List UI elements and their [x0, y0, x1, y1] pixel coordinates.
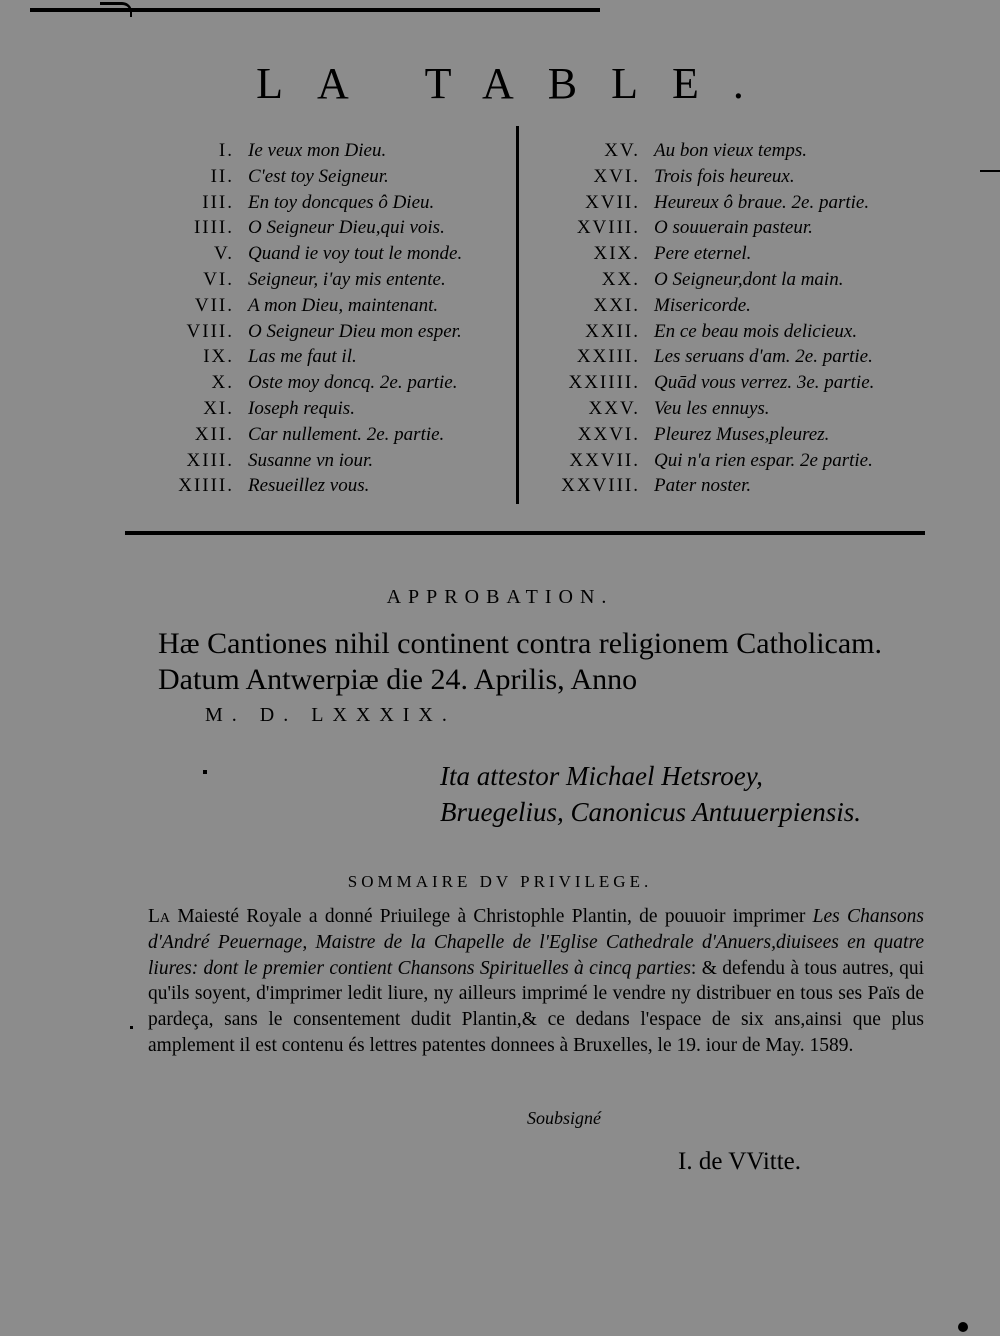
- toc-right-column: [530, 140, 950, 501]
- toc-entry-number: XXVI.: [577, 423, 640, 445]
- toc-entry: [530, 372, 950, 398]
- toc-entry-number: IX.: [203, 346, 234, 368]
- toc-entry-title: Trois fois heureux.: [654, 165, 795, 187]
- toc-entry-title: En ce beau mois delicieux.: [654, 320, 858, 342]
- toc-entry-number: X.: [211, 372, 234, 394]
- toc-entry-title: Pere eternel.: [654, 243, 752, 265]
- section-divider-rule: [125, 531, 925, 535]
- approbation-year: M. D. LXXXIX.: [205, 704, 456, 726]
- toc-entry-title: Quād vous verrez. 3e. partie.: [654, 372, 875, 394]
- toc-entry-title: Resueillez vous.: [248, 475, 370, 497]
- toc-entry-number: V.: [213, 243, 234, 265]
- toc-entry-number: XVIII.: [576, 217, 640, 239]
- toc-entry-title: Heureux ô braue. 2e. partie.: [654, 191, 870, 213]
- toc-entry-number: VI.: [203, 268, 234, 290]
- toc-entry: [530, 295, 950, 321]
- table-of-contents: [0, 140, 1000, 520]
- toc-entry: [530, 450, 950, 476]
- toc-entry: [530, 166, 950, 192]
- privilege-heading: SOMMAIRE DV PRIVILEGE.: [347, 872, 653, 891]
- toc-entry-title: Seigneur, i'ay mis entente.: [248, 268, 446, 290]
- toc-entry-number: XXII.: [585, 320, 640, 342]
- toc-entry: [130, 398, 510, 424]
- toc-entry-title: Pleurez Muses,pleurez.: [654, 423, 830, 445]
- privilege-book-title: Les Chansons d'André Peuernage, Maistre de la Chapelle de l'Eglise Cathedrale d'Anuers,diuisees en quatre liures: dont le premier contient Chansons Spirituelles à cincq parties: [148, 906, 924, 979]
- toc-entry-title: Las me faut il.: [248, 346, 357, 368]
- stray-mark: [203, 770, 207, 774]
- toc-entry-title: Ioseph requis.: [248, 397, 355, 419]
- toc-entry-title: O souuerain pasteur.: [654, 217, 813, 239]
- privilege-first-word: La: [148, 906, 171, 927]
- toc-entry-number: II.: [210, 165, 234, 187]
- toc-entry-title: Car nullement. 2e. partie.: [248, 423, 445, 445]
- toc-entry-number: XX.: [601, 268, 640, 290]
- toc-left-column: [130, 140, 510, 501]
- approbation-text: Hæ Cantiones nihil continent contra religionem Catholicam. Datum Antwerpiæ die 24. Aprilis, Anno: [158, 627, 883, 696]
- toc-entry-number: XVII.: [585, 191, 640, 213]
- toc-entry: [130, 295, 510, 321]
- toc-entry-number: XXIIII.: [568, 372, 640, 394]
- toc-entry: [530, 475, 950, 501]
- toc-entry-number: XXVIII.: [561, 475, 640, 497]
- toc-entry: [130, 424, 510, 450]
- toc-entry-number: VII.: [194, 294, 234, 316]
- page-title: LA TABLE.: [256, 59, 778, 108]
- toc-entry-number: XV.: [604, 140, 640, 161]
- toc-entry: [130, 217, 510, 243]
- toc-entry-number: XXVII.: [569, 449, 640, 471]
- toc-entry: [130, 140, 510, 166]
- toc-entry-number: XII.: [194, 423, 234, 445]
- toc-entry: [530, 217, 950, 243]
- toc-entry: [130, 321, 510, 347]
- toc-entry-number: XVI.: [593, 165, 640, 187]
- privilege-text-part-2: : & defendu à tous autres, qui qu'ils soyent, d'imprimer ledit liure, ny ailleurs imprimé le vendre ny distribuer en tous ses Païs de pardeça, sans le consentement dudit Plantin,& ce dedans l'espace de six ans,ainsi que plus amplement il est contenu és lettres patentes donnees à Bruxelles, le 19. iour de May. 1589.: [148, 957, 924, 1056]
- toc-entry-number: VIII.: [186, 320, 234, 342]
- toc-entry: [530, 346, 950, 372]
- toc-entry-title: O Seigneur Dieu,qui vois.: [248, 217, 445, 239]
- toc-entry: [130, 269, 510, 295]
- toc-entry-title: O Seigneur,dont la main.: [654, 268, 844, 290]
- top-rule: [30, 8, 600, 12]
- toc-entry-title: Qui n'a rien espar. 2e partie.: [654, 449, 873, 471]
- toc-entry-title: Les seruans d'am. 2e. partie.: [654, 346, 873, 368]
- toc-entry-title: Susanne vn iour.: [248, 449, 374, 471]
- toc-entry-number: XXV.: [588, 397, 640, 419]
- toc-entry-title: Au bon vieux temps.: [654, 140, 808, 161]
- toc-entry-title: O Seigneur Dieu mon esper.: [248, 320, 462, 342]
- toc-entry-number: XIIII.: [178, 475, 234, 497]
- edge-mark: [958, 1322, 968, 1332]
- toc-entry-title: Pater noster.: [654, 475, 752, 497]
- toc-entry-number: XI.: [203, 397, 234, 419]
- toc-entry: [530, 243, 950, 269]
- toc-entry-number: XIX.: [593, 243, 640, 265]
- toc-entry-title: Oste moy doncq. 2e. partie.: [248, 372, 458, 394]
- toc-entry: [530, 321, 950, 347]
- toc-entry-number: XXIII.: [576, 346, 640, 368]
- toc-entry-number: XIII.: [186, 449, 234, 471]
- toc-entry-title: Veu les ennuys.: [654, 397, 770, 419]
- edge-mark: [980, 170, 1000, 172]
- toc-entry: [130, 450, 510, 476]
- toc-entry-title: Misericorde.: [654, 294, 751, 316]
- toc-entry: [130, 372, 510, 398]
- approbation-heading: APPROBATION.: [386, 586, 614, 608]
- toc-entry-title: Quand ie voy tout le monde.: [248, 243, 463, 265]
- toc-entry: [530, 140, 950, 166]
- toc-entry: [130, 192, 510, 218]
- signature: I. de VVitte.: [678, 1148, 802, 1175]
- top-rule-flourish: [100, 2, 132, 17]
- toc-entry: [130, 346, 510, 372]
- toc-entry: [130, 166, 510, 192]
- subsigne-label: Soubsigné: [527, 1108, 601, 1128]
- toc-entry: [530, 424, 950, 450]
- toc-entry-number: III.: [202, 191, 234, 213]
- toc-entry-number: I.: [218, 140, 234, 161]
- toc-entry-title: Ie veux mon Dieu.: [248, 140, 387, 161]
- toc-entry: [530, 192, 950, 218]
- toc-entry-number: XXI.: [593, 294, 640, 316]
- privilege-text-part-1: Maiesté Royale a donné Priuilege à Christophle Plantin, de pouuoir imprimer: [170, 906, 813, 927]
- toc-entry: [530, 269, 950, 295]
- toc-entry: [530, 398, 950, 424]
- toc-entry-number: IIII.: [193, 217, 234, 239]
- toc-entry-title: En toy doncques ô Dieu.: [248, 191, 435, 213]
- toc-entry: [130, 243, 510, 269]
- approbation-attestation: Ita attestor Michael Hetsroey, Bruegelius, Canonicus Antuuerpiensis.: [440, 761, 861, 827]
- privilege-text: [148, 904, 924, 1059]
- edge-mark: [130, 1026, 133, 1029]
- toc-entry-title: A mon Dieu, maintenant.: [248, 294, 439, 316]
- toc-entry: [130, 475, 510, 501]
- toc-entry-title: C'est toy Seigneur.: [248, 165, 389, 187]
